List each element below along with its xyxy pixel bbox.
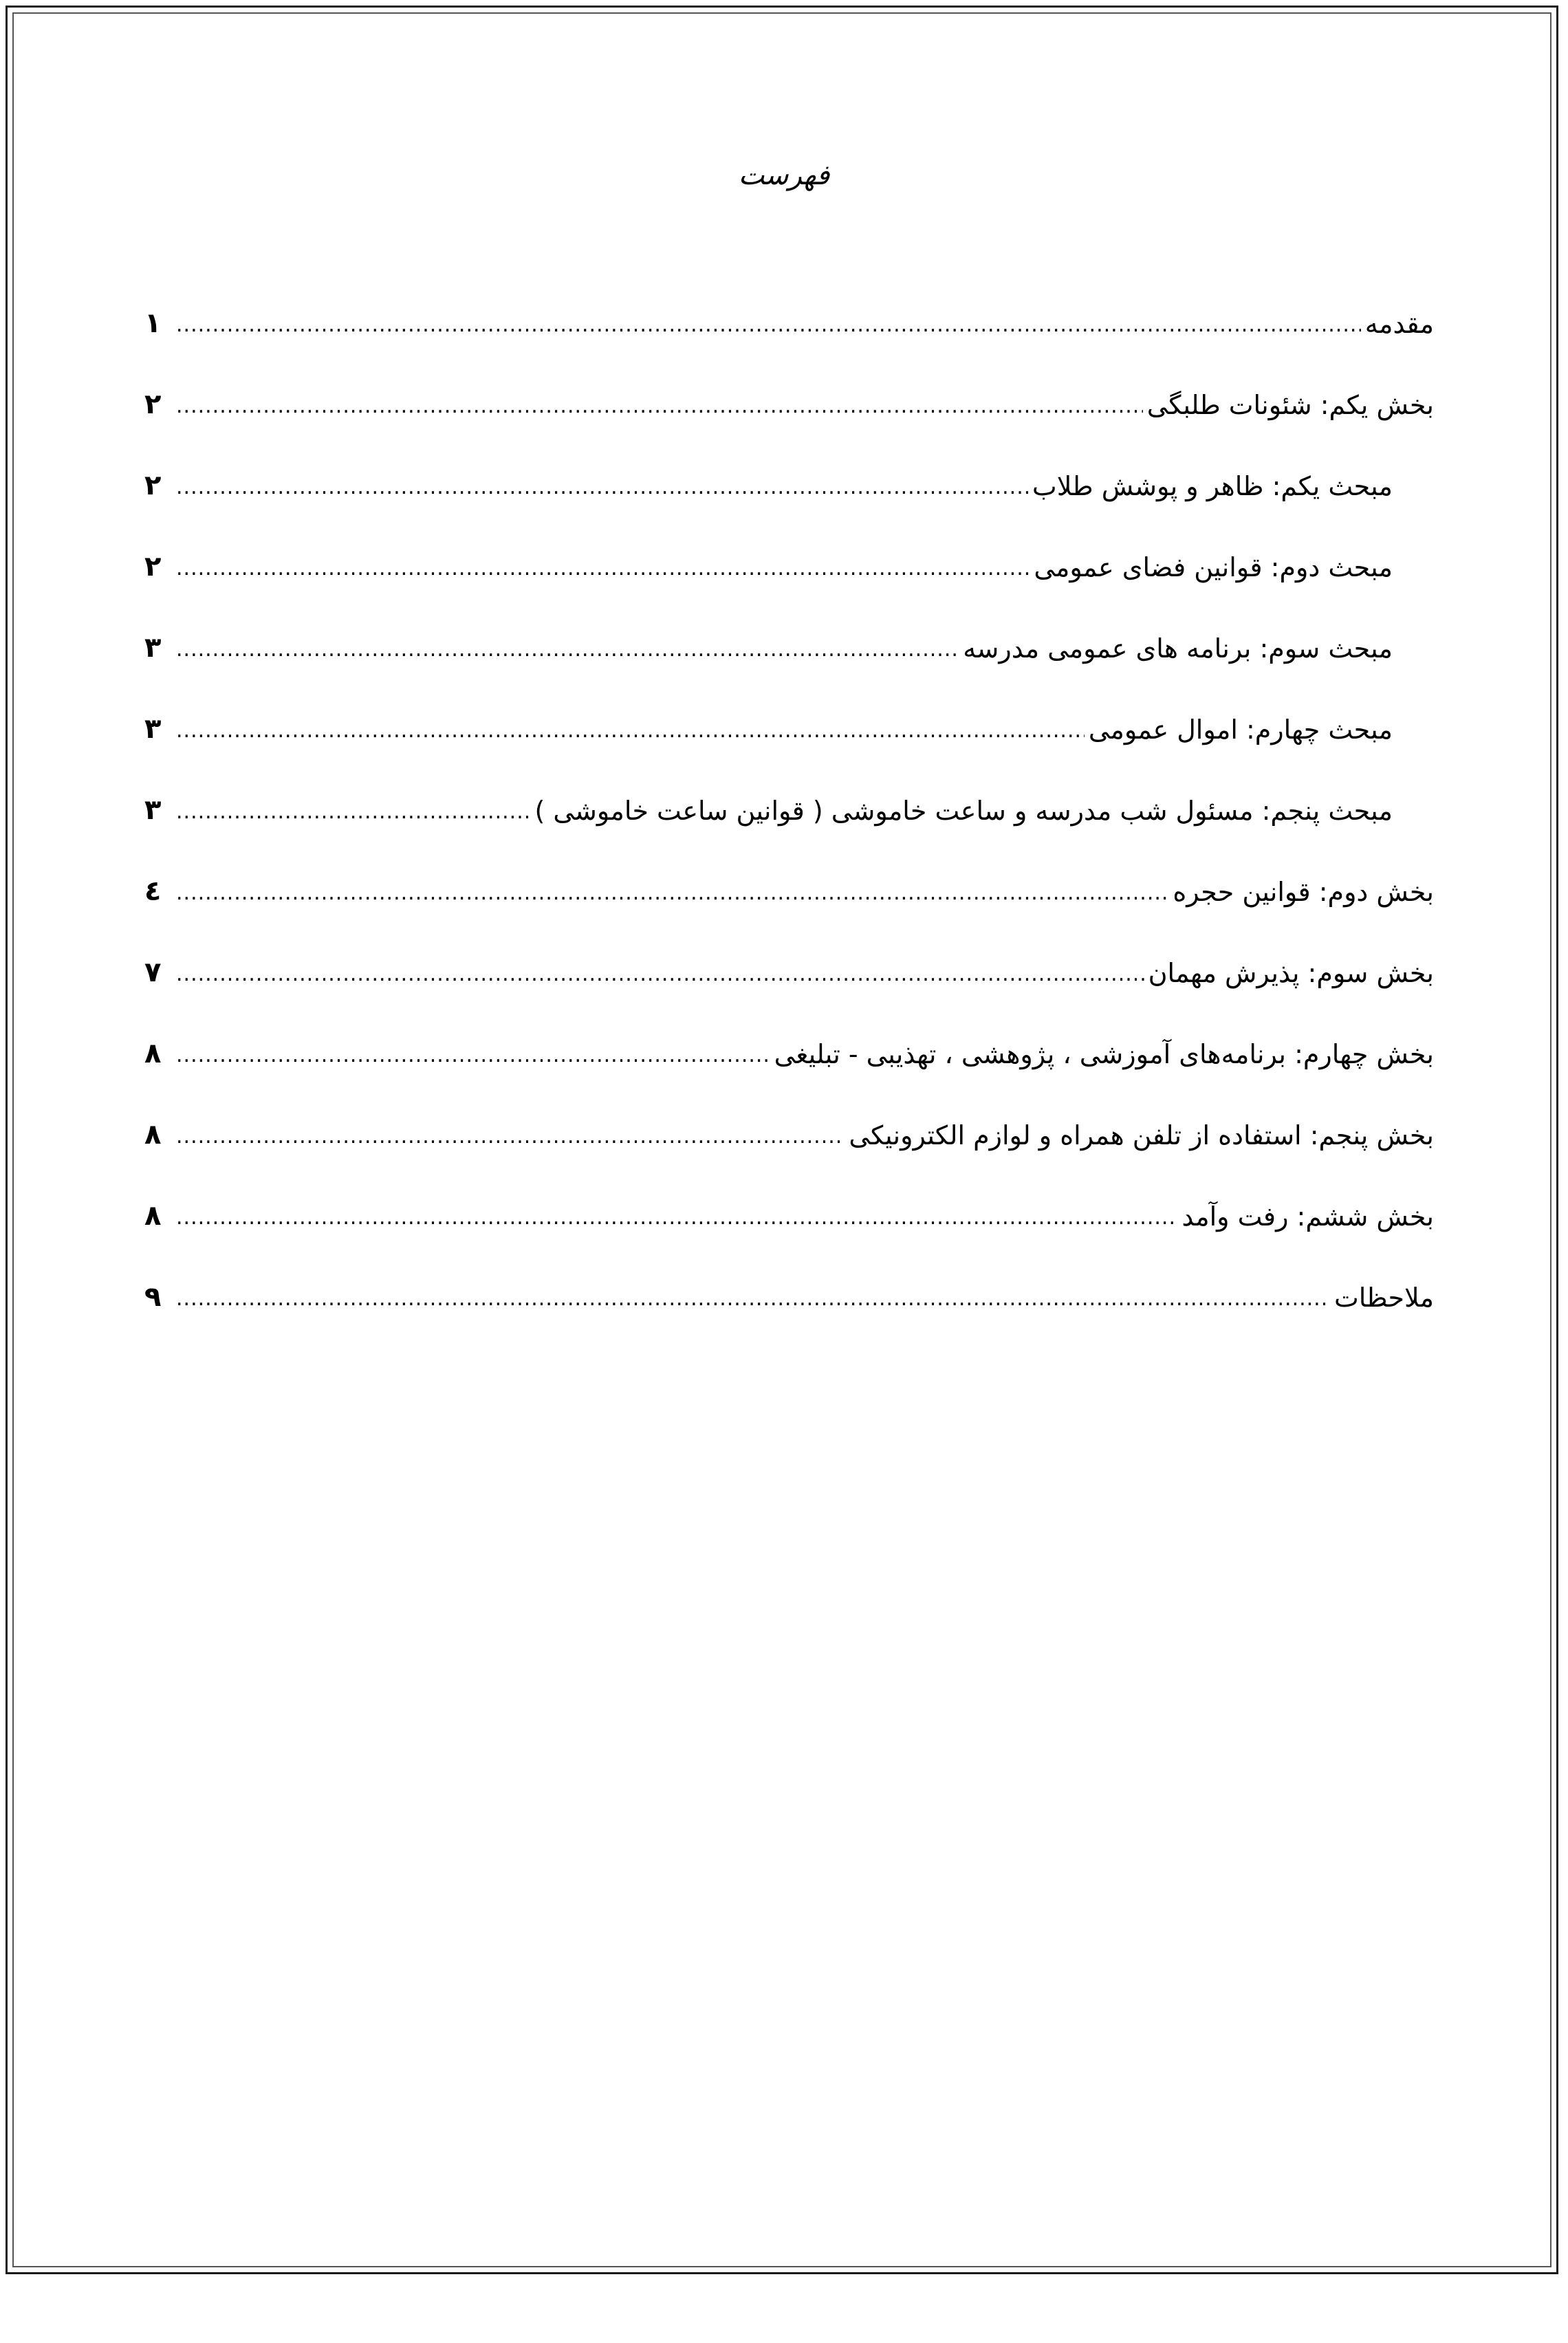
toc-entry-part-1[interactable] xyxy=(144,342,1434,424)
toc-entry-label: مبحث سوم: برنامه های عمومی مدرسه xyxy=(963,633,1393,664)
dot-leader xyxy=(176,396,1143,424)
toc-page-number: ۷ xyxy=(144,957,162,988)
toc-page-number: ۱ xyxy=(144,307,162,339)
toc-entry-section-4[interactable] xyxy=(144,667,1434,748)
toc-entry-label: ملاحظات xyxy=(1333,1283,1434,1313)
toc-page-number: ۳ xyxy=(144,794,162,826)
toc-entry-label: بخش پنجم: استفاده از تلفن همراه و لوازم الکترونیکی xyxy=(849,1120,1434,1151)
dot-leader xyxy=(176,477,1028,505)
toc-entry-label: مبحث چهارم: اموال عمومی xyxy=(1088,715,1393,745)
dot-leader xyxy=(176,1289,1330,1316)
toc-entry-label: بخش سوم: پذیرش مهمان xyxy=(1148,958,1434,988)
dot-leader xyxy=(176,1208,1177,1235)
toc-entry-label: بخش چهارم: برنامه‌های آموزشی ، پژوهشی ، تهذیبی - تبلیغی xyxy=(774,1039,1434,1069)
toc-page-number: ٤ xyxy=(144,875,162,907)
toc-entry-part-2[interactable] xyxy=(144,829,1434,911)
dot-leader xyxy=(176,964,1144,992)
toc-entry-part-6[interactable] xyxy=(144,1154,1434,1235)
toc-page-number: ۲ xyxy=(144,389,162,420)
dot-leader xyxy=(176,1126,845,1154)
toc-page-number: ۲ xyxy=(144,470,162,501)
toc-entry-label: بخش ششم: رفت وآمد xyxy=(1182,1201,1434,1232)
toc-entry-part-5[interactable] xyxy=(144,1073,1434,1154)
dot-leader xyxy=(176,315,1361,342)
toc-entry-label: مبحث یکم: ظاهر و پوشش طلاب xyxy=(1032,471,1393,501)
toc-entry-section-3[interactable] xyxy=(144,586,1434,667)
toc-page-number: ۲ xyxy=(144,551,162,582)
toc-page-number: ۸ xyxy=(144,1200,162,1232)
toc-entry-section-5[interactable] xyxy=(144,748,1434,829)
toc-page-number: ۹ xyxy=(144,1281,162,1313)
toc-entry-section-1[interactable] xyxy=(144,424,1434,505)
dot-leader xyxy=(176,721,1085,748)
toc-entry-notes[interactable] xyxy=(144,1235,1434,1316)
toc-entry-section-2[interactable] xyxy=(144,505,1434,586)
toc-entry-label: بخش یکم: شئونات طلبگی xyxy=(1146,390,1434,420)
toc-entry-label: مبحث پنجم: مسئول شب مدرسه و ساعت خاموشی ( قوانین ساعت خاموشی ) xyxy=(534,796,1393,826)
dot-leader xyxy=(176,802,530,829)
toc-entry-introduction[interactable] xyxy=(144,261,1434,342)
toc-entry-part-4[interactable] xyxy=(144,992,1434,1073)
dot-leader xyxy=(176,558,1030,586)
dot-leader xyxy=(176,883,1168,911)
toc-entry-label: مقدمه xyxy=(1364,309,1434,339)
toc-page-number: ۳ xyxy=(144,713,162,745)
toc-page-number: ۸ xyxy=(144,1038,162,1069)
toc-entry-part-3[interactable] xyxy=(144,911,1434,992)
toc-page-number: ۳ xyxy=(144,632,162,664)
dot-leader xyxy=(176,1045,770,1073)
table-of-contents xyxy=(144,261,1434,1316)
dot-leader xyxy=(176,640,959,667)
page-title: فهرست xyxy=(738,160,830,191)
toc-entry-label: بخش دوم: قوانین حجره xyxy=(1173,877,1434,907)
toc-page-number: ۸ xyxy=(144,1119,162,1151)
toc-entry-label: مبحث دوم: قوانین فضای عمومی xyxy=(1034,552,1393,582)
